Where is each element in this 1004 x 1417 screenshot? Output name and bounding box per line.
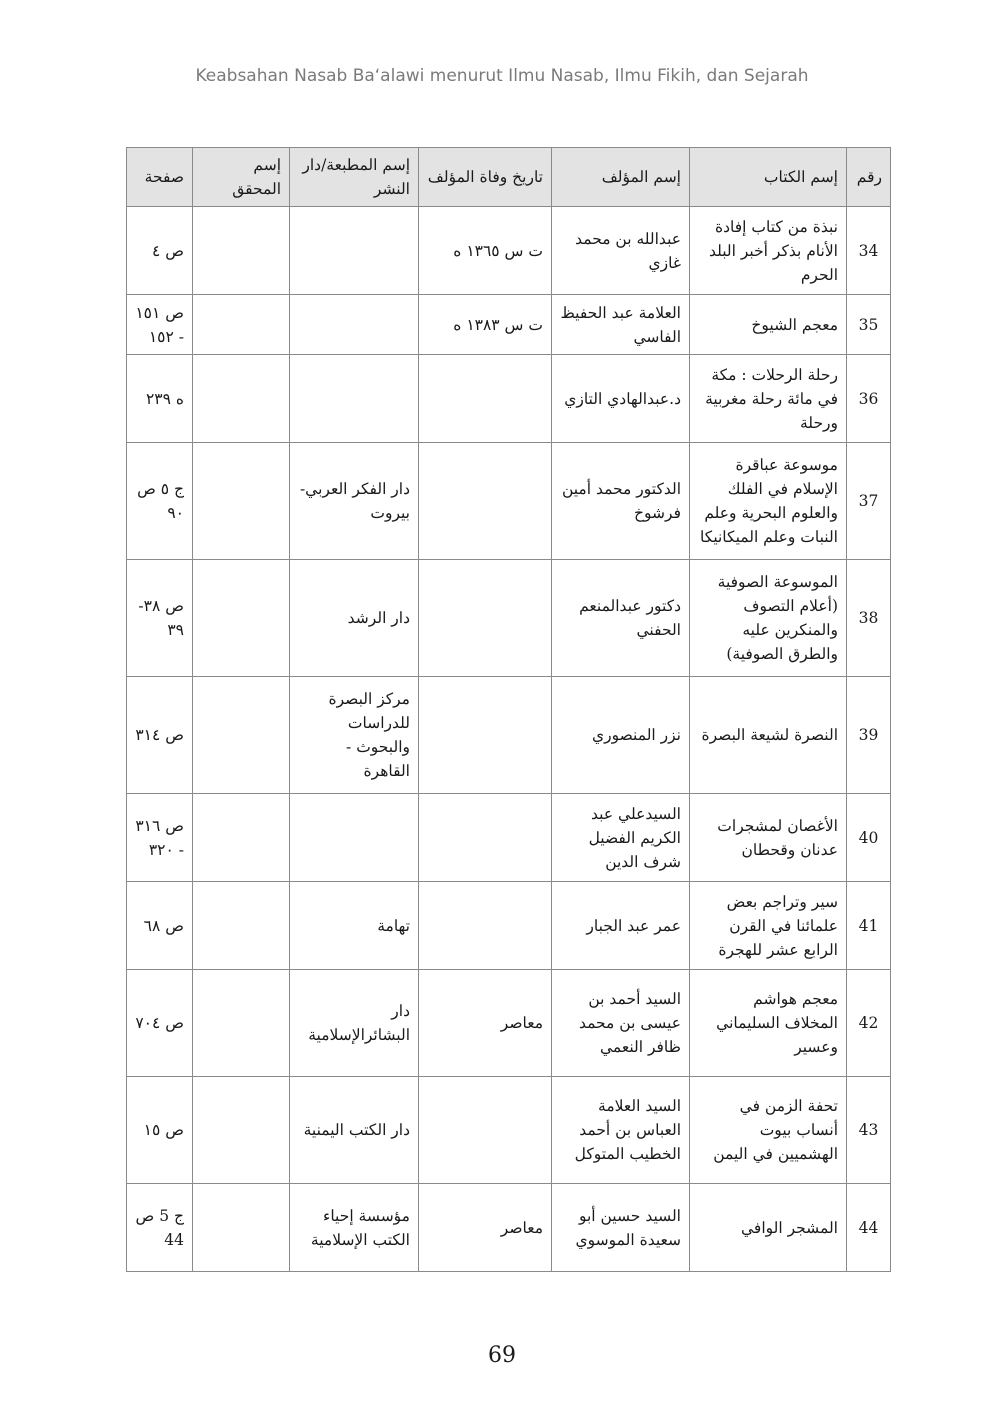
author-name: السيدعلي عبد الكريم الفضيل شرف الدين bbox=[552, 794, 690, 882]
table-row bbox=[127, 443, 891, 560]
book-title: نبذة من كتاب إفادة الأنام بذكر أخبر البلد الحرم bbox=[690, 207, 847, 295]
author-death bbox=[419, 794, 552, 882]
editor-name bbox=[193, 677, 290, 794]
author-name: عمر عبد الجبار bbox=[552, 882, 690, 970]
editor-name bbox=[193, 882, 290, 970]
table-row bbox=[127, 794, 891, 882]
column-header: إسم المطبعة/دار النشر bbox=[290, 148, 419, 207]
publisher-name: دار الكتب اليمنية bbox=[290, 1077, 419, 1184]
table-row bbox=[127, 1184, 891, 1272]
table-row bbox=[127, 295, 891, 355]
book-title: الأغصان لمشجرات عدنان وقحطان bbox=[690, 794, 847, 882]
author-death: معاصر bbox=[419, 1184, 552, 1272]
author-name: العلامة عبد الحفيظ الفاسي bbox=[552, 295, 690, 355]
publisher-name: دار الفكر العربي- بيروت bbox=[290, 443, 419, 560]
author-death bbox=[419, 355, 552, 443]
book-title: موسوعة عباقرة الإسلام في الفلك والعلوم البحرية وعلم النبات وعلم الميكانيكا bbox=[690, 443, 847, 560]
references-table bbox=[126, 147, 891, 1272]
page-ref: ص ٣١٦ - ٣٢٠ bbox=[127, 794, 193, 882]
page-ref: ص ١٥ bbox=[127, 1077, 193, 1184]
author-death bbox=[419, 443, 552, 560]
row-number: 41 bbox=[847, 882, 891, 970]
table-row bbox=[127, 560, 891, 677]
row-number: 42 bbox=[847, 970, 891, 1077]
book-title: رحلة الرحلات : مكة في مائة رحلة مغربية ورحلة bbox=[690, 355, 847, 443]
row-number: 34 bbox=[847, 207, 891, 295]
page-ref: ج 5 ص 44 bbox=[127, 1184, 193, 1272]
row-number: 43 bbox=[847, 1077, 891, 1184]
book-title: النصرة لشيعة البصرة bbox=[690, 677, 847, 794]
row-number: 37 bbox=[847, 443, 891, 560]
table-header-row bbox=[127, 148, 891, 207]
publisher-name: مركز البصرة للدراسات والبحوث - القاهرة bbox=[290, 677, 419, 794]
author-name: نزر المنصوري bbox=[552, 677, 690, 794]
publisher-name bbox=[290, 207, 419, 295]
column-header: إسم المؤلف bbox=[552, 148, 690, 207]
editor-name bbox=[193, 560, 290, 677]
column-header: إسم الكتاب bbox=[690, 148, 847, 207]
author-name: دكتور عبدالمنعم الحفني bbox=[552, 560, 690, 677]
page-ref: ص ١٥١ - ١٥٢ bbox=[127, 295, 193, 355]
table-row bbox=[127, 970, 891, 1077]
publisher-name bbox=[290, 794, 419, 882]
table-row bbox=[127, 1077, 891, 1184]
page-ref: ص ٤ bbox=[127, 207, 193, 295]
page-ref: ص ٦٨ bbox=[127, 882, 193, 970]
author-death bbox=[419, 1077, 552, 1184]
publisher-name: مؤسسة إحياء الكتب الإسلامية bbox=[290, 1184, 419, 1272]
row-number: 38 bbox=[847, 560, 891, 677]
publisher-name: دار البشائرالإسلامية bbox=[290, 970, 419, 1077]
editor-name bbox=[193, 1077, 290, 1184]
page-ref: ه ٢٣٩ bbox=[127, 355, 193, 443]
author-death: ت س ١٣٦٥ ه bbox=[419, 207, 552, 295]
author-name: السيد العلامة العباس بن أحمد الخطيب المتوكل bbox=[552, 1077, 690, 1184]
author-death: معاصر bbox=[419, 970, 552, 1077]
author-death bbox=[419, 560, 552, 677]
column-header: تاريخ وفاة المؤلف bbox=[419, 148, 552, 207]
row-number: 44 bbox=[847, 1184, 891, 1272]
page-number: 69 bbox=[488, 1343, 516, 1368]
page-ref: ص ٣١٤ bbox=[127, 677, 193, 794]
page-ref: ص ٣٨- ٣٩ bbox=[127, 560, 193, 677]
book-title: معجم هواشم المخلاف السليماني وعسير bbox=[690, 970, 847, 1077]
author-death bbox=[419, 677, 552, 794]
page-ref: ص ٧٠٤ bbox=[127, 970, 193, 1077]
book-title: سير وتراجم بعض علمائنا في القرن الرابع عشر للهجرة bbox=[690, 882, 847, 970]
table-row bbox=[127, 355, 891, 443]
editor-name bbox=[193, 207, 290, 295]
editor-name bbox=[193, 794, 290, 882]
editor-name bbox=[193, 443, 290, 560]
editor-name bbox=[193, 295, 290, 355]
book-title: المشجر الوافي bbox=[690, 1184, 847, 1272]
author-name: الدكتور محمد أمين فرشوخ bbox=[552, 443, 690, 560]
column-header: رقم bbox=[847, 148, 891, 207]
editor-name bbox=[193, 355, 290, 443]
row-number: 40 bbox=[847, 794, 891, 882]
editor-name bbox=[193, 1184, 290, 1272]
table-row bbox=[127, 882, 891, 970]
author-death bbox=[419, 882, 552, 970]
publisher-name: تهامة bbox=[290, 882, 419, 970]
publisher-name: دار الرشد bbox=[290, 560, 419, 677]
column-header: صفحة bbox=[127, 148, 193, 207]
column-header: إسم المحقق bbox=[193, 148, 290, 207]
book-title: معجم الشيوخ bbox=[690, 295, 847, 355]
row-number: 35 bbox=[847, 295, 891, 355]
table-row bbox=[127, 677, 891, 794]
author-name: السيد أحمد بن عيسى بن محمد ظافر النعمي bbox=[552, 970, 690, 1077]
page-ref: ج ٥ ص ٩٠ bbox=[127, 443, 193, 560]
author-name: د.عبدالهادي التازي bbox=[552, 355, 690, 443]
running-header: Keabsahan Nasab Ba‘alawi menurut Ilmu Nasab, Ilmu Fikih, dan Sejarah bbox=[195, 66, 809, 86]
publisher-name bbox=[290, 355, 419, 443]
author-name: عبدالله بن محمد غازي bbox=[552, 207, 690, 295]
editor-name bbox=[193, 970, 290, 1077]
row-number: 36 bbox=[847, 355, 891, 443]
author-name: السيد حسين أبو سعيدة الموسوي bbox=[552, 1184, 690, 1272]
author-death: ت س ١٣٨٣ ه bbox=[419, 295, 552, 355]
book-title: الموسوعة الصوفية (أعلام التصوف والمنكرين عليه والطرق الصوفية) bbox=[690, 560, 847, 677]
table-row bbox=[127, 207, 891, 295]
row-number: 39 bbox=[847, 677, 891, 794]
publisher-name bbox=[290, 295, 419, 355]
book-title: تحفة الزمن في أنساب بيوت الهشميين في اليمن bbox=[690, 1077, 847, 1184]
